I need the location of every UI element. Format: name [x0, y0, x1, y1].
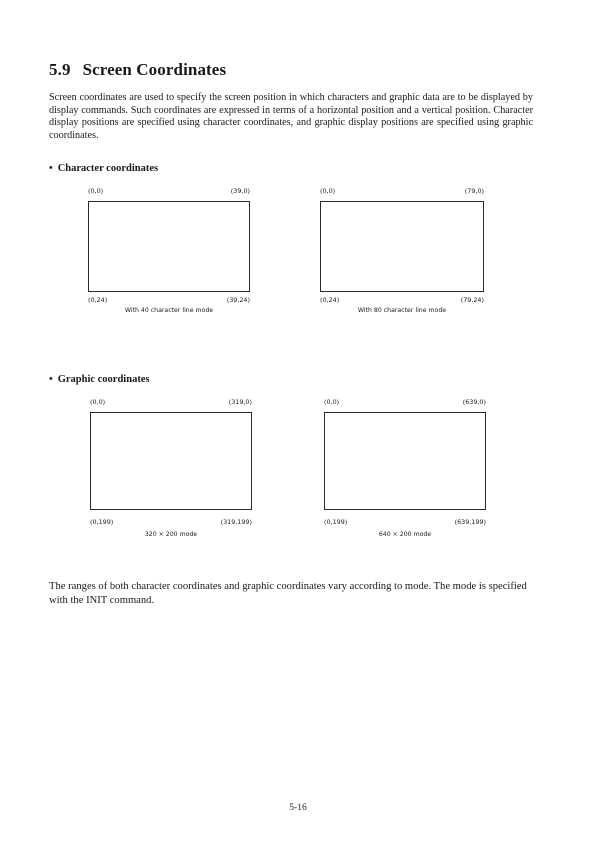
- coord-bottom-right: (79,24): [460, 296, 484, 304]
- graphic-coordinates-heading: [49, 374, 150, 385]
- screen-outline: [88, 201, 250, 292]
- closing-paragraph: The ranges of both character coordinates and graphic coordinates vary according to mode. The mode is specified with the INIT command.: [49, 581, 527, 606]
- coord-bottom-left: (0,199): [90, 518, 114, 526]
- character-coordinates-heading: [49, 163, 158, 174]
- coord-bottom-right: (319,199): [220, 518, 252, 526]
- mode-caption: With 40 character line mode: [124, 307, 214, 314]
- coord-bottom-right: (639,199): [454, 518, 486, 526]
- bullet-icon: •: [49, 374, 53, 385]
- coord-bottom-left: (0,24): [320, 296, 340, 304]
- coord-top-left: (0,0): [90, 398, 106, 406]
- section-heading: [49, 60, 226, 80]
- bullet-icon: •: [49, 163, 53, 174]
- coord-top-right: (39,0): [230, 187, 250, 195]
- section-title: Screen Coordinates: [82, 60, 227, 79]
- mode-caption: With 80 character line mode: [357, 307, 447, 314]
- mode-caption: 640 × 200 mode: [378, 531, 432, 538]
- coord-top-left: (0,0): [88, 187, 104, 195]
- coord-top-left: (0,0): [320, 187, 336, 195]
- screen-outline: [324, 412, 486, 510]
- intro-paragraph: Screen coordinates are used to specify the screen position in which characters and graphic data are to be displayed by display commands. Such coordinates are expressed in terms of a horizontal position and a vertical position. Character display positions are specified using character coordinates, and graphic display positions are specified using graphic coordinates.: [49, 92, 533, 141]
- coord-top-left: (0,0): [324, 398, 340, 406]
- coord-bottom-left: (0,24): [88, 296, 108, 304]
- mode-caption: 320 × 200 mode: [144, 531, 198, 538]
- coord-bottom-left: (0,199): [324, 518, 348, 526]
- screen-outline: [320, 201, 484, 292]
- graphic-coordinates-title: Graphic coordinates: [57, 374, 150, 385]
- coord-top-right: (319,0): [228, 398, 252, 406]
- section-number: 5.9: [49, 60, 71, 79]
- coord-bottom-right: (39,24): [226, 296, 250, 304]
- coord-top-right: (79,0): [464, 187, 484, 195]
- screen-outline: [90, 412, 252, 510]
- coord-top-right: (639,0): [462, 398, 486, 406]
- character-coordinates-title: Character coordinates: [57, 163, 159, 174]
- page-number: 5-16: [289, 803, 307, 813]
